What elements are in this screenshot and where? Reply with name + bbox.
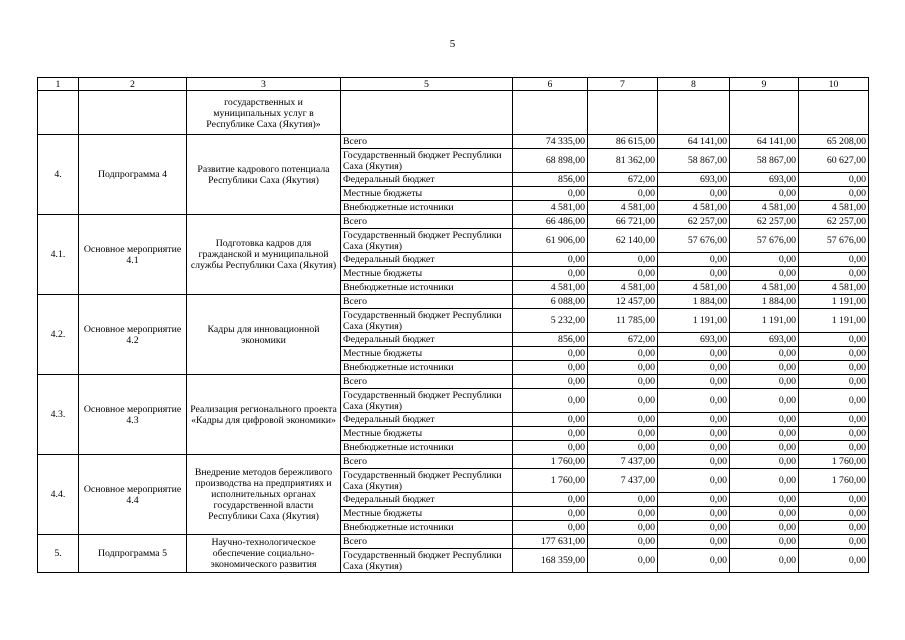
funding-source: Федеральный бюджет (341, 253, 513, 267)
amount-cell: 0,00 (513, 375, 588, 389)
amount-cell: 0,00 (730, 507, 799, 521)
amount-cell: 1 191,00 (799, 295, 869, 309)
amount-cell: 0,00 (658, 549, 730, 573)
amount-cell: 0,00 (588, 389, 658, 413)
amount-cell: 0,00 (730, 267, 799, 281)
amount-cell: 4 581,00 (799, 281, 869, 295)
amount-cell: 0,00 (730, 455, 799, 469)
amount-cell: 0,00 (513, 253, 588, 267)
amount-cell: 66 486,00 (513, 215, 588, 229)
amount-cell: 693,00 (658, 173, 730, 187)
amount-cell: 0,00 (799, 389, 869, 413)
amount-cell: 0,00 (799, 441, 869, 455)
amount-cell: 0,00 (588, 253, 658, 267)
row-number: 4.1. (38, 215, 79, 295)
amount-cell: 4 581,00 (658, 201, 730, 215)
row-number: 5. (38, 535, 79, 573)
funding-source: Всего (341, 535, 513, 549)
amount-cell: 0,00 (730, 389, 799, 413)
amount-cell: 62 257,00 (730, 215, 799, 229)
program-title: Подпрограмма 4 (79, 135, 187, 215)
header-cell: 9 (730, 78, 799, 91)
continuation-empty-cell (341, 91, 513, 135)
amount-cell: 0,00 (799, 361, 869, 375)
amount-cell: 0,00 (513, 389, 588, 413)
amount-cell: 65 208,00 (799, 135, 869, 149)
table-row (38, 215, 869, 229)
continuation-name: государственных и муниципальных услуг в Республике Саха (Якутия)» (187, 91, 341, 135)
table-body (38, 78, 869, 573)
continuation-empty-cell (588, 91, 658, 135)
program-name: Реализация регионального проекта «Кадры для цифровой экономики» (187, 375, 341, 455)
amount-cell: 168 359,00 (513, 549, 588, 573)
funding-source: Внебюджетные источники (341, 441, 513, 455)
amount-cell: 0,00 (513, 267, 588, 281)
funding-source: Всего (341, 135, 513, 149)
funding-source: Всего (341, 375, 513, 389)
amount-cell: 4 581,00 (658, 281, 730, 295)
amount-cell: 0,00 (513, 427, 588, 441)
program-name: Развитие кадрового потенциала Республики Саха (Якутия) (187, 135, 341, 215)
amount-cell: 5 232,00 (513, 309, 588, 333)
funding-source: Государственный бюджет Республики Саха (Якутия) (341, 389, 513, 413)
amount-cell: 0,00 (799, 535, 869, 549)
amount-cell: 0,00 (588, 493, 658, 507)
amount-cell: 0,00 (658, 361, 730, 375)
funding-source: Местные бюджеты (341, 427, 513, 441)
funding-source: Государственный бюджет Республики Саха (Якутия) (341, 549, 513, 573)
amount-cell: 856,00 (513, 333, 588, 347)
amount-cell: 693,00 (730, 333, 799, 347)
funding-source: Внебюджетные источники (341, 201, 513, 215)
amount-cell: 0,00 (588, 347, 658, 361)
amount-cell: 0,00 (799, 347, 869, 361)
funding-source: Внебюджетные источники (341, 361, 513, 375)
funding-source: Государственный бюджет Республики Саха (Якутия) (341, 229, 513, 253)
funding-source: Внебюджетные источники (341, 521, 513, 535)
amount-cell: 693,00 (730, 173, 799, 187)
amount-cell: 61 906,00 (513, 229, 588, 253)
amount-cell: 0,00 (513, 521, 588, 535)
amount-cell: 0,00 (658, 347, 730, 361)
continuation-empty-cell (513, 91, 588, 135)
amount-cell: 58 867,00 (730, 149, 799, 173)
amount-cell: 0,00 (513, 441, 588, 455)
amount-cell: 7 437,00 (588, 469, 658, 493)
funding-source: Государственный бюджет Республики Саха (Якутия) (341, 469, 513, 493)
table-row (38, 535, 869, 549)
amount-cell: 0,00 (799, 549, 869, 573)
amount-cell: 1 191,00 (799, 309, 869, 333)
amount-cell: 11 785,00 (588, 309, 658, 333)
amount-cell: 6 088,00 (513, 295, 588, 309)
amount-cell: 1 760,00 (513, 469, 588, 493)
amount-cell: 0,00 (513, 413, 588, 427)
amount-cell: 0,00 (730, 253, 799, 267)
amount-cell: 0,00 (513, 347, 588, 361)
continuation-num-cell (38, 91, 79, 135)
amount-cell: 0,00 (588, 521, 658, 535)
amount-cell: 0,00 (799, 427, 869, 441)
amount-cell: 0,00 (588, 427, 658, 441)
amount-cell: 0,00 (588, 361, 658, 375)
amount-cell: 4 581,00 (513, 201, 588, 215)
amount-cell: 7 437,00 (588, 455, 658, 469)
amount-cell: 0,00 (588, 549, 658, 573)
continuation-empty-cell (658, 91, 730, 135)
header-cell: 10 (799, 78, 869, 91)
amount-cell: 86 615,00 (588, 135, 658, 149)
amount-cell: 4 581,00 (588, 281, 658, 295)
amount-cell: 68 898,00 (513, 149, 588, 173)
table-row (38, 295, 869, 309)
amount-cell: 0,00 (799, 187, 869, 201)
amount-cell: 672,00 (588, 333, 658, 347)
amount-cell: 0,00 (799, 507, 869, 521)
program-title: Подпрограмма 5 (79, 535, 187, 573)
funding-source: Местные бюджеты (341, 267, 513, 281)
amount-cell: 4 581,00 (730, 201, 799, 215)
amount-cell: 4 581,00 (513, 281, 588, 295)
amount-cell: 0,00 (658, 427, 730, 441)
program-title: Основное мероприятие 4.2 (79, 295, 187, 375)
amount-cell: 0,00 (799, 253, 869, 267)
funding-source: Федеральный бюджет (341, 413, 513, 427)
funding-source: Местные бюджеты (341, 507, 513, 521)
amount-cell: 0,00 (730, 375, 799, 389)
header-cell: 3 (187, 78, 341, 91)
amount-cell: 0,00 (588, 413, 658, 427)
amount-cell: 0,00 (588, 187, 658, 201)
amount-cell: 62 140,00 (588, 229, 658, 253)
amount-cell: 1 760,00 (513, 455, 588, 469)
amount-cell: 1 760,00 (799, 469, 869, 493)
amount-cell: 0,00 (658, 187, 730, 201)
amount-cell: 0,00 (730, 413, 799, 427)
amount-cell: 0,00 (658, 389, 730, 413)
row-number: 4.3. (38, 375, 79, 455)
amount-cell: 0,00 (588, 507, 658, 521)
amount-cell: 0,00 (730, 347, 799, 361)
table-header-row (38, 78, 869, 91)
amount-cell: 0,00 (658, 253, 730, 267)
continuation-row (38, 91, 869, 135)
table-row (38, 135, 869, 149)
program-name: Научно-технологическое обеспечение социально-экономического развития (187, 535, 341, 573)
program-title: Основное мероприятие 4.4 (79, 455, 187, 535)
amount-cell: 856,00 (513, 173, 588, 187)
amount-cell: 0,00 (658, 535, 730, 549)
amount-cell: 64 141,00 (730, 135, 799, 149)
continuation-empty-cell (799, 91, 869, 135)
amount-cell: 0,00 (799, 173, 869, 187)
amount-cell: 60 627,00 (799, 149, 869, 173)
budget-table (37, 77, 869, 573)
amount-cell: 62 257,00 (658, 215, 730, 229)
amount-cell: 0,00 (799, 375, 869, 389)
amount-cell: 0,00 (799, 413, 869, 427)
amount-cell: 0,00 (730, 469, 799, 493)
header-cell: 1 (38, 78, 79, 91)
funding-source: Всего (341, 215, 513, 229)
amount-cell: 177 631,00 (513, 535, 588, 549)
amount-cell: 0,00 (588, 535, 658, 549)
amount-cell: 0,00 (799, 493, 869, 507)
amount-cell: 0,00 (588, 267, 658, 281)
amount-cell: 74 335,00 (513, 135, 588, 149)
amount-cell: 0,00 (588, 375, 658, 389)
funding-source: Государственный бюджет Республики Саха (Якутия) (341, 309, 513, 333)
funding-source: Федеральный бюджет (341, 333, 513, 347)
amount-cell: 4 581,00 (799, 201, 869, 215)
amount-cell: 57 676,00 (658, 229, 730, 253)
row-number: 4. (38, 135, 79, 215)
amount-cell: 57 676,00 (730, 229, 799, 253)
continuation-title-cell (79, 91, 187, 135)
amount-cell: 1 760,00 (799, 455, 869, 469)
amount-cell: 1 884,00 (730, 295, 799, 309)
funding-source: Местные бюджеты (341, 347, 513, 361)
program-title: Основное мероприятие 4.1 (79, 215, 187, 295)
amount-cell: 0,00 (799, 267, 869, 281)
amount-cell: 57 676,00 (799, 229, 869, 253)
page-number: 5 (449, 38, 456, 50)
amount-cell: 0,00 (658, 413, 730, 427)
amount-cell: 62 257,00 (799, 215, 869, 229)
amount-cell: 0,00 (588, 441, 658, 455)
amount-cell: 0,00 (513, 187, 588, 201)
amount-cell: 0,00 (730, 493, 799, 507)
amount-cell: 0,00 (658, 441, 730, 455)
funding-source: Всего (341, 455, 513, 469)
amount-cell: 4 581,00 (730, 281, 799, 295)
row-number: 4.2. (38, 295, 79, 375)
header-cell: 5 (341, 78, 513, 91)
amount-cell: 0,00 (730, 361, 799, 375)
program-name: Подготовка кадров для гражданской и муниципальной службы Республики Саха (Якутия) (187, 215, 341, 295)
amount-cell: 0,00 (799, 521, 869, 535)
amount-cell: 672,00 (588, 173, 658, 187)
program-name: Внедрение методов бережливого производства на предприятиях и исполнительных органах государственной власти Республики Саха (Якутия) (187, 455, 341, 535)
amount-cell: 81 362,00 (588, 149, 658, 173)
header-cell: 7 (588, 78, 658, 91)
amount-cell: 0,00 (513, 361, 588, 375)
amount-cell: 0,00 (658, 455, 730, 469)
amount-cell: 1 191,00 (730, 309, 799, 333)
amount-cell: 0,00 (658, 507, 730, 521)
table-row (38, 455, 869, 469)
program-name: Кадры для инновационной экономики (187, 295, 341, 375)
amount-cell: 0,00 (513, 507, 588, 521)
amount-cell: 0,00 (513, 493, 588, 507)
amount-cell: 0,00 (730, 535, 799, 549)
amount-cell: 0,00 (658, 267, 730, 281)
amount-cell: 58 867,00 (658, 149, 730, 173)
amount-cell: 1 191,00 (658, 309, 730, 333)
amount-cell: 0,00 (658, 375, 730, 389)
amount-cell: 0,00 (730, 521, 799, 535)
funding-source: Всего (341, 295, 513, 309)
amount-cell: 0,00 (658, 493, 730, 507)
funding-source: Внебюджетные источники (341, 281, 513, 295)
header-cell: 8 (658, 78, 730, 91)
funding-source: Федеральный бюджет (341, 493, 513, 507)
amount-cell: 12 457,00 (588, 295, 658, 309)
continuation-empty-cell (730, 91, 799, 135)
amount-cell: 0,00 (730, 549, 799, 573)
amount-cell: 0,00 (730, 441, 799, 455)
amount-cell: 0,00 (658, 469, 730, 493)
funding-source: Государственный бюджет Республики Саха (Якутия) (341, 149, 513, 173)
amount-cell: 64 141,00 (658, 135, 730, 149)
amount-cell: 1 884,00 (658, 295, 730, 309)
program-title: Основное мероприятие 4.3 (79, 375, 187, 455)
amount-cell: 0,00 (730, 427, 799, 441)
funding-source: Местные бюджеты (341, 187, 513, 201)
amount-cell: 0,00 (799, 333, 869, 347)
header-cell: 2 (79, 78, 187, 91)
amount-cell: 4 581,00 (588, 201, 658, 215)
header-cell: 6 (513, 78, 588, 91)
amount-cell: 66 721,00 (588, 215, 658, 229)
row-number: 4.4. (38, 455, 79, 535)
amount-cell: 0,00 (658, 521, 730, 535)
amount-cell: 693,00 (658, 333, 730, 347)
amount-cell: 0,00 (730, 187, 799, 201)
table-row (38, 375, 869, 389)
funding-source: Федеральный бюджет (341, 173, 513, 187)
